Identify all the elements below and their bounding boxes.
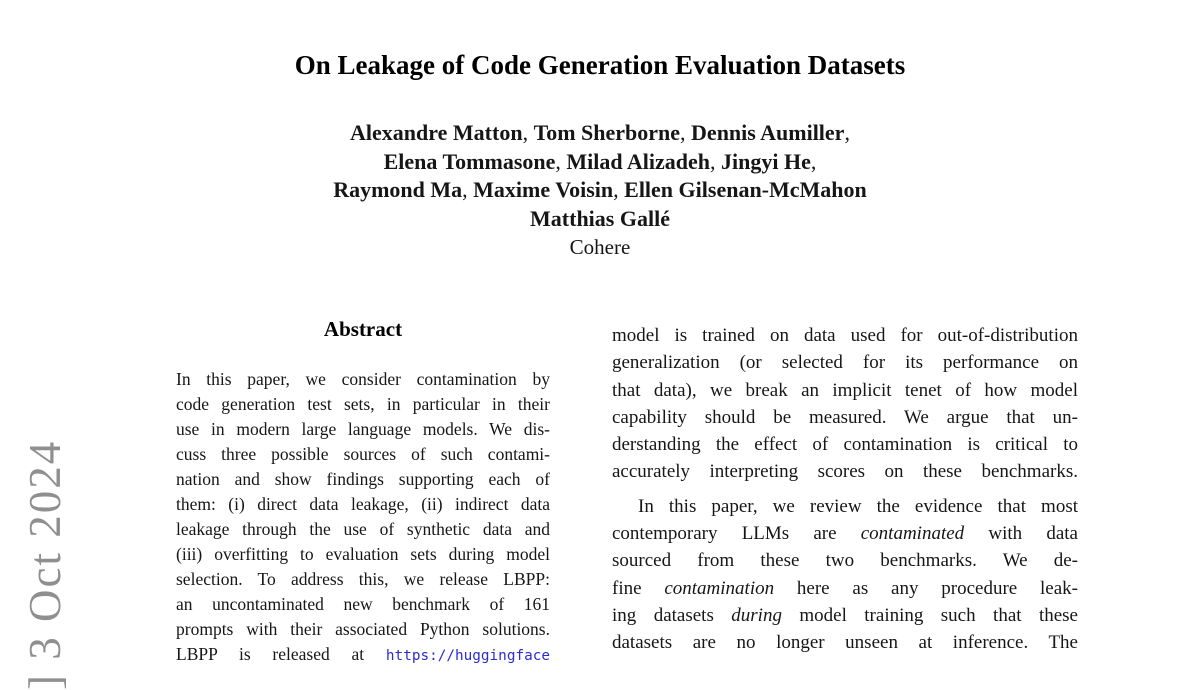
text-line: Raymond Ma, Maxime Voisin, Ellen Gilsenan-McMahon bbox=[333, 177, 867, 202]
abstract-heading: Abstract bbox=[323, 317, 403, 341]
text-line: Matthias Gallé bbox=[530, 205, 670, 231]
text-line: ing datasets during model training such that these bbox=[612, 604, 1078, 626]
text-line: generalization (or selected for its performance on bbox=[612, 352, 1078, 374]
text-line: datasets are no longer unseen at inference. The bbox=[612, 632, 1078, 654]
abstract-text bbox=[176, 367, 550, 669]
text-line: Alexandre Matton, Tom Sherborne, Dennis Aumiller, bbox=[350, 120, 850, 145]
text-line: nation and show findings supporting each of bbox=[176, 469, 550, 489]
text-line: (iii) overfitting to evaluation sets during model bbox=[176, 544, 550, 564]
text-line: code generation test sets, in particular in their bbox=[176, 394, 550, 414]
abstract-section bbox=[176, 317, 550, 669]
body-column bbox=[612, 322, 1078, 657]
text-line: cuss three possible sources of such contami- bbox=[176, 444, 550, 464]
text-line: Elena Tommasone, Milad Alizadeh, Jingyi He, bbox=[383, 148, 817, 174]
text-line: selection. To address this, we release LBPP: bbox=[176, 569, 550, 589]
text-line: derstanding the effect of contamination is critical to bbox=[612, 434, 1078, 456]
text-line: them: (i) direct data leakage, (ii) indirect data bbox=[176, 494, 550, 514]
body-paragraph-1 bbox=[612, 322, 1078, 486]
affiliation: Cohere bbox=[569, 235, 631, 259]
text-line: contemporary LLMs are contaminated with data bbox=[612, 523, 1078, 545]
text-line: an uncontaminated new benchmark of 161 bbox=[176, 594, 550, 614]
author-list bbox=[0, 119, 1200, 233]
text-line: LBPP is released at https://huggingface bbox=[176, 644, 550, 664]
text-line: leakage through the use of synthetic data and bbox=[176, 519, 550, 539]
text-line: accurately interpreting scores on these benchmarks. bbox=[612, 461, 1078, 483]
paper-title: On Leakage of Code Generation Evaluation Datasets bbox=[294, 50, 906, 80]
arxiv-stamp: ] 3 Oct 2024 bbox=[20, 439, 70, 690]
text-line: fine contamination here as any procedure leak- bbox=[612, 577, 1078, 599]
text-line: sourced from these two benchmarks. We de- bbox=[612, 550, 1078, 572]
text-line: that data), we break an implicit tenet of how model bbox=[612, 379, 1078, 401]
text-line: prompts with their associated Python solutions. bbox=[176, 619, 550, 639]
text-line: In this paper, we consider contamination by bbox=[176, 369, 550, 389]
huggingface-link[interactable]: https://huggingface bbox=[385, 648, 550, 664]
text-line: In this paper, we review the evidence that most bbox=[638, 495, 1078, 517]
body-paragraph-2 bbox=[612, 493, 1078, 657]
text-line: use in modern large language models. We dis- bbox=[176, 419, 550, 439]
text-line: capability should be measured. We argue that un- bbox=[612, 406, 1078, 428]
text-line: model is trained on data used for out-of-distribution bbox=[612, 325, 1078, 346]
